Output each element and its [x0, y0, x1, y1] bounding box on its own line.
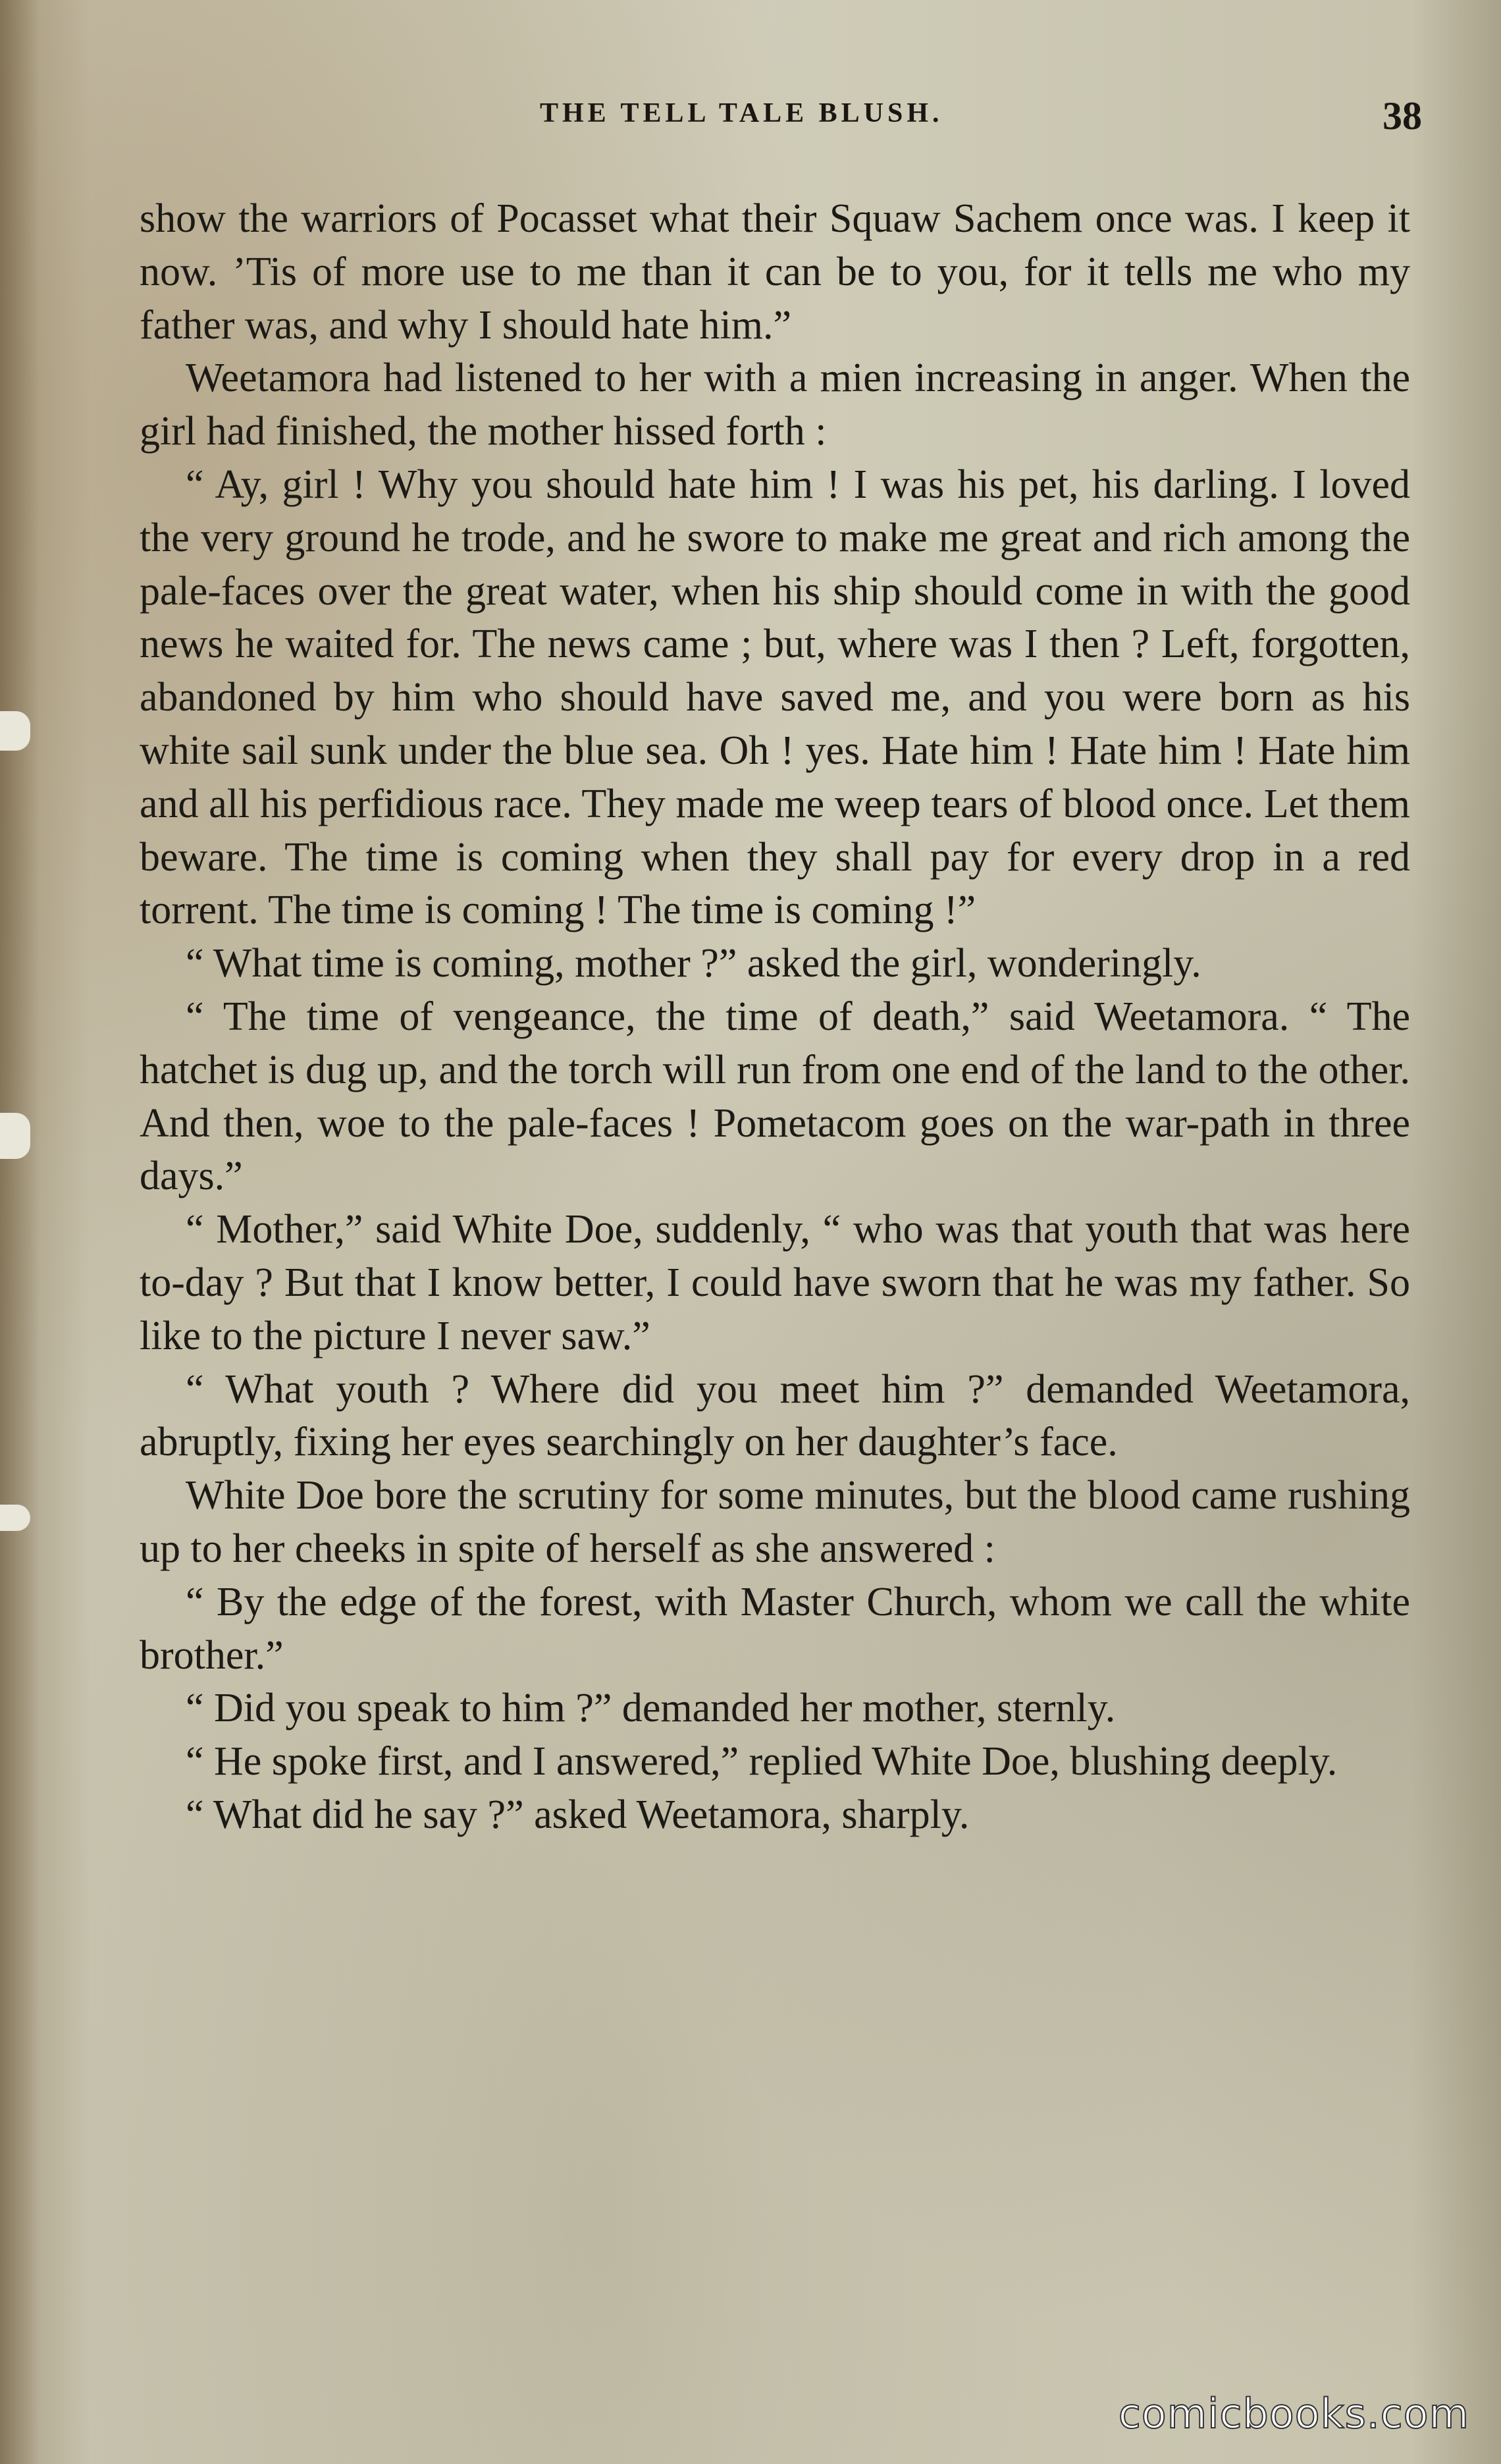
- paragraph: “ By the edge of the forest, with Master Church, whom we call the white brother.”: [140, 1579, 1410, 1678]
- page-tear: [0, 1113, 30, 1159]
- paragraph: “ He spoke first, and I answered,” replied White Doe, blushing deeply.: [186, 1739, 1338, 1784]
- running-head: THE TELL TALE BLUSH.: [540, 98, 943, 128]
- page-edge-shadow: [0, 0, 40, 2464]
- paragraph: “ What youth ? Where did you meet him ?” demanded Weetamora, abruptly, fixing her eyes searchingly on her daughter’s face.: [140, 1366, 1410, 1465]
- paragraph: show the warriors of Pocasset what their Squaw Sachem once was. I keep it now. ’Tis of more use to me than it can be to you, for it tells me who my father was, and why I should hate him.”: [140, 196, 1410, 348]
- paragraph: “ What time is coming, mother ?” asked the girl, wonderingly.: [186, 941, 1201, 986]
- page-tear: [0, 711, 30, 751]
- paragraph: “ Mother,” said White Doe, suddenly, “ who was that youth that was here to-day ? But that I know better, I could have sworn that he was my father. So like to the picture I never saw.”: [140, 1207, 1410, 1358]
- paragraph: White Doe bore the scrutiny for some minutes, but the blood came rushing up to her cheeks in spite of herself as she answered :: [140, 1473, 1410, 1571]
- paragraph: “ The time of vengeance, the time of death,” said Weetamora. “ The hatchet is dug up, and the torch will run from one end of the land to the other. And then, woe to the pale-faces ! Pometacom goes on the war-path in three days.”: [140, 994, 1410, 1199]
- paragraph: “ Ay, girl ! Why you should hate him ! I was his pet, his darling. I loved the very ground he trode, and he swore to make me great and rich among the pale-faces over the great water, when his ship should come in with the good news he waited for. The news came ; but, where was I then ? Left, forgotten, abandoned by him who should have saved me, and you were born as his white sail sunk under the blue sea. Oh ! yes. Hate him ! Hate him ! Hate him and all his perfidious race. They made me weep tears of blood once. Let them beware. The time is coming when they shall pay for every drop in a red torrent. The time is coming ! The time is coming !”: [140, 462, 1410, 933]
- page-number: 38: [1382, 94, 1422, 138]
- body-text: [140, 192, 1410, 1842]
- site-watermark: comicbooks.com: [1118, 2390, 1469, 2438]
- page-tear: [0, 1505, 30, 1531]
- paragraph: “ Did you speak to him ?” demanded her mother, sternly.: [186, 1686, 1116, 1731]
- paragraph: Weetamora had listened to her with a mien increasing in anger. When the girl had finished, the mother hissed forth :: [140, 356, 1410, 454]
- paragraph: “ What did he say ?” asked Weetamora, sharply.: [186, 1792, 970, 1837]
- page-header: [369, 94, 1422, 138]
